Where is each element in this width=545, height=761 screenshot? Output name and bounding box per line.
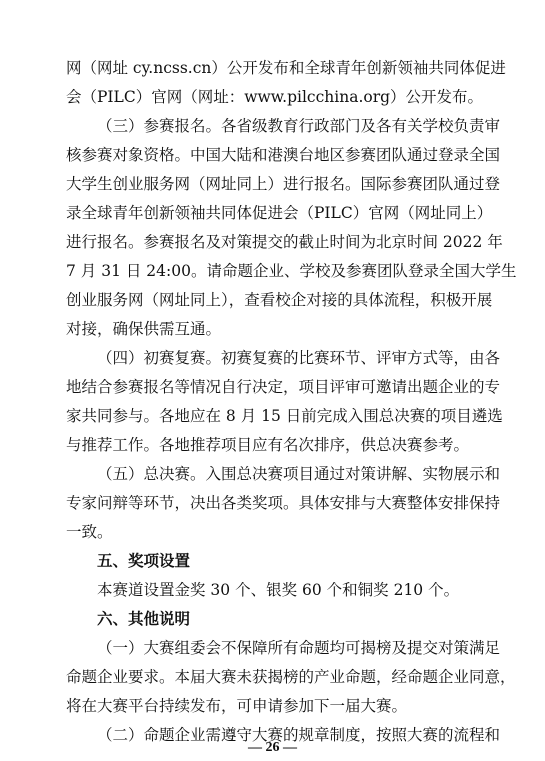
paragraph-line: （一）大赛组委会不保障所有命题均可揭榜及提交对策满足	[97, 639, 501, 657]
paragraph-line: 一致。	[66, 523, 113, 541]
paragraph-line: 将在大赛平台持续发布，可申请参加下一届大赛。	[66, 697, 408, 715]
paragraph-line: 与推荐工作。各地推荐项目应有名次排序，供总决赛参考。	[66, 436, 470, 454]
section-3-heading-line: （三）参赛报名。各省级教育行政部门及各有关学校负责审	[97, 117, 501, 135]
paragraph-line: 地结合参赛报名等情况自行决定，项目评审可邀请出题企业的专	[66, 378, 501, 396]
section-4-heading-line: （四）初赛复赛。初赛复赛的比赛环节、评审方式等，由各	[97, 349, 501, 367]
paragraph-line: 进行报名。参赛报名及对策提交的截止时间为北京时间 2022 年	[66, 233, 503, 251]
paragraph-line: 7 月 31 日 24:00。请命题企业、学校及参赛团队登录全国大学生	[66, 262, 517, 280]
paragraph-line: 会（PILC）官网（网址：www.pilcchina.org）公开发布。	[66, 88, 484, 106]
paragraph-line: 家共同参与。各地应在 8 月 15 日前完成入围总决赛的项目遴选	[66, 407, 503, 425]
paragraph-line: 专家问辩等环节，决出各类奖项。具体安排与大赛整体安排保持	[66, 494, 501, 512]
paragraph-line: （二）命题企业需遵守大赛的规章制度，按照大赛的流程和	[97, 726, 501, 744]
paragraph-line: 本赛道设置金奖 30 个、银奖 60 个和铜奖 210 个。	[97, 581, 460, 599]
paragraph-line: 大学生创业服务网（网址同上）进行报名。国际参赛团队通过登	[66, 175, 501, 193]
paragraph-line: 网（网址 cy.ncss.cn）公开发布和全球青年创新领袖共同体促进	[66, 59, 506, 77]
paragraph-line: 命题企业要求。本届大赛未获揭榜的产业命题，经命题企业同意，	[66, 668, 516, 686]
paragraph-line: 创业服务网（网址同上），查看校企对接的具体流程，积极开展	[66, 291, 493, 309]
awards-heading: 五、奖项设置	[97, 552, 191, 570]
page-number: — 26 —	[248, 740, 297, 755]
section-5-heading-line: （五）总决赛。入围总决赛项目通过对策讲解、实物展示和	[97, 465, 501, 483]
paragraph-line: 录全球青年创新领袖共同体促进会（PILC）官网（网址同上）	[66, 204, 493, 222]
paragraph-line: 核参赛对象资格。中国大陆和港澳台地区参赛团队通过登录全国	[66, 146, 501, 164]
paragraph-line: 对接，确保供需互通。	[66, 320, 222, 338]
other-notes-heading: 六、其他说明	[97, 610, 191, 628]
